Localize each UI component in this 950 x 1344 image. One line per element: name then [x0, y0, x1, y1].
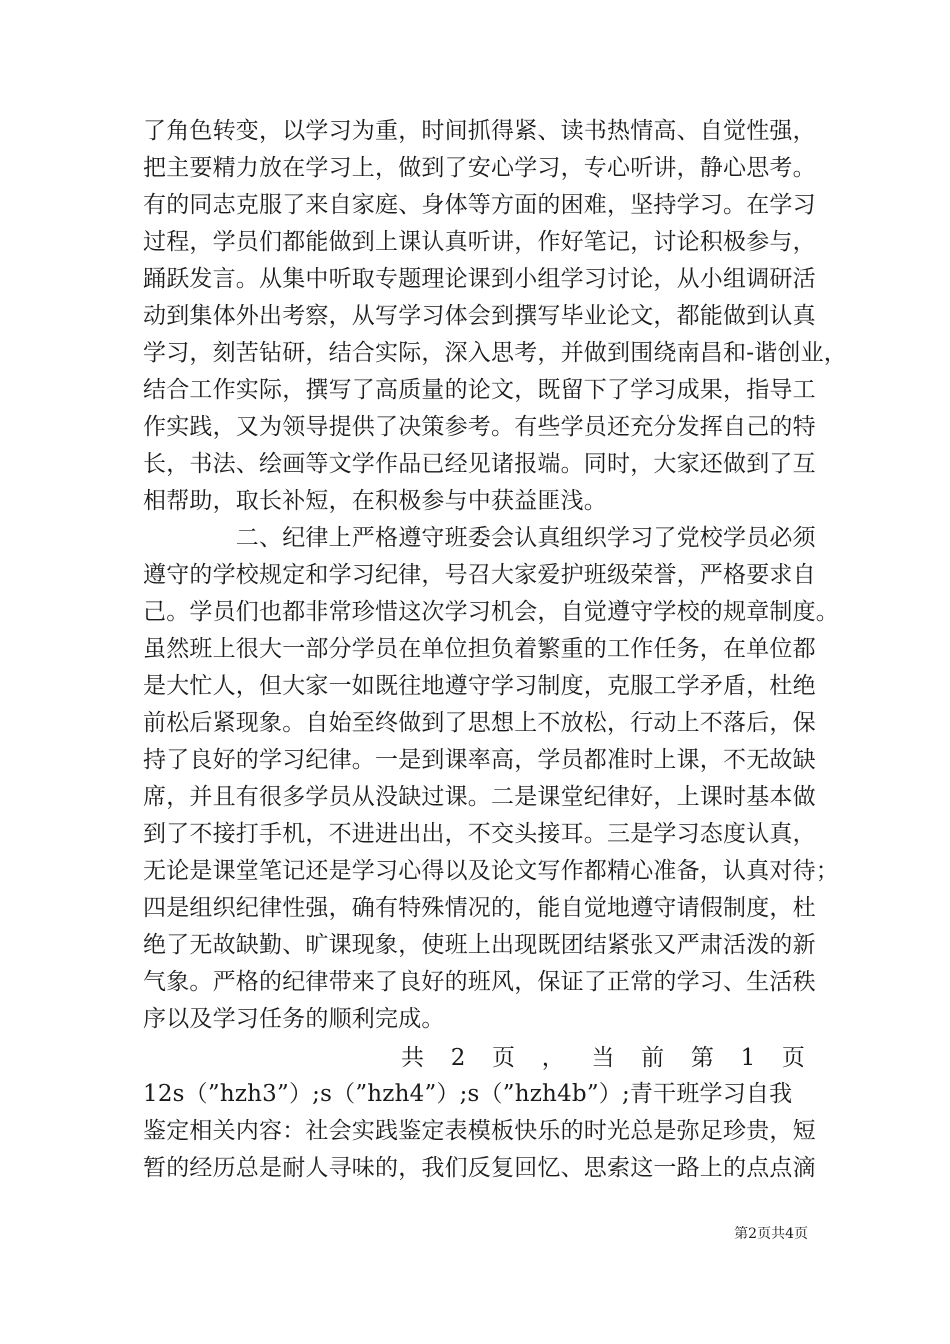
body-line: 暂的经历总是耐人寻味的，我们反复回忆、思索这一路上的点点滴 — [143, 1155, 816, 1181]
pager-token: 页 — [781, 1045, 805, 1071]
body-line: 前松后紧现象。自始至终做到了思想上不放松，行动上不落后，保 — [143, 710, 816, 736]
body-line: 席，并且有很多学员从没缺过课。二是课堂纪律好，上课时基本做 — [143, 784, 816, 810]
body-line: 结合工作实际，撰写了高质量的论文，既留下了学习成果，指导工 — [143, 377, 816, 403]
pager-text — [401, 1041, 805, 1075]
body-line: 踊跃发言。从集中听取专题理论课到小组学习讨论，从小组调研活 — [143, 266, 816, 292]
pager-token: 共 — [401, 1045, 424, 1071]
body-line: 有的同志克服了来自家庭、身体等方面的困难，坚持学习。在学习 — [143, 192, 816, 218]
body-line: 相帮助，取长补短，在积极参与中获益匪浅。 — [143, 488, 607, 514]
body-line: 长，书法、绘画等文学作品已经见诸报端。同时，大家还做到了互 — [143, 451, 816, 477]
page-number-footer: 第2页共4页 — [734, 1226, 808, 1242]
body-line: 到了不接打手机，不进进出出，不交头接耳。三是学习态度认真， — [143, 821, 816, 847]
pager-token: 页 — [492, 1045, 516, 1071]
pager-token: 前 — [641, 1045, 665, 1071]
body-line: 四是组织纪律性强，确有特殊情况的，能自觉地遵守请假制度，杜 — [143, 895, 816, 921]
pager-token: 当 — [591, 1045, 615, 1071]
body-line: 无论是课堂笔记还是学习心得以及论文写作都精心准备，认真对待； — [143, 858, 839, 884]
body-line: 把主要精力放在学习上，做到了安心学习，专心听讲，静心思考。 — [143, 155, 816, 181]
pager-token: 第 — [690, 1045, 714, 1071]
body-line: 动到集体外出考察，从写学习体会到撰写毕业论文，都能做到认真 — [143, 303, 816, 329]
body-line: 12s（”hzh3”）;s（”hzh4”）;s（”hzh4b”）;青干班学习自我 — [143, 1081, 793, 1107]
body-line: 学习，刻苦钻研，结合实际，深入思考，并做到围绕南昌和-谐创业， — [143, 340, 847, 366]
pager-token: 1 — [740, 1045, 756, 1071]
body-line: 鉴定相关内容：社会实践鉴定表模板快乐的时光总是弥足珍贵，短 — [143, 1118, 816, 1144]
body-line: 遵守的学校规定和学习纪律，号召大家爱护班级荣誉，严格要求自 — [143, 562, 816, 588]
body-line: 作实践，又为领导提供了决策参考。有些学员还充分发挥自己的特 — [143, 414, 816, 440]
body-line: 气象。严格的纪律带来了良好的班风，保证了正常的学习、生活秩 — [143, 969, 816, 995]
body-line: 是大忙人，但大家一如既往地遵守学习制度，克服工学矛盾，杜绝 — [143, 673, 816, 699]
body-line: 了角色转变，以学习为重，时间抓得紧、读书热情高、自觉性强， — [143, 118, 816, 144]
pager-token: 2 — [450, 1045, 466, 1071]
body-line: 过程，学员们都能做到上课认真听讲，作好笔记，讨论积极参与， — [143, 229, 816, 255]
body-line: 虽然班上很大一部分学员在单位担负着繁重的工作任务，在单位都 — [143, 636, 816, 662]
body-line: 绝了无故缺勤、旷课现象，使班上出现既团结紧张又严肃活泼的新 — [143, 932, 816, 958]
body-line: 持了良好的学习纪律。一是到课率高，学员都准时上课，不无故缺 — [143, 747, 816, 773]
body-line: 序以及学习任务的顺利完成。 — [143, 1006, 445, 1032]
section-heading-line: 二、纪律上严格遵守班委会认真组织学习了党校学员必须 — [143, 525, 816, 551]
pager-token: ， — [541, 1045, 565, 1071]
body-line: 己。学员们也都非常珍惜这次学习机会，自觉遵守学校的规章制度。 — [143, 599, 839, 625]
